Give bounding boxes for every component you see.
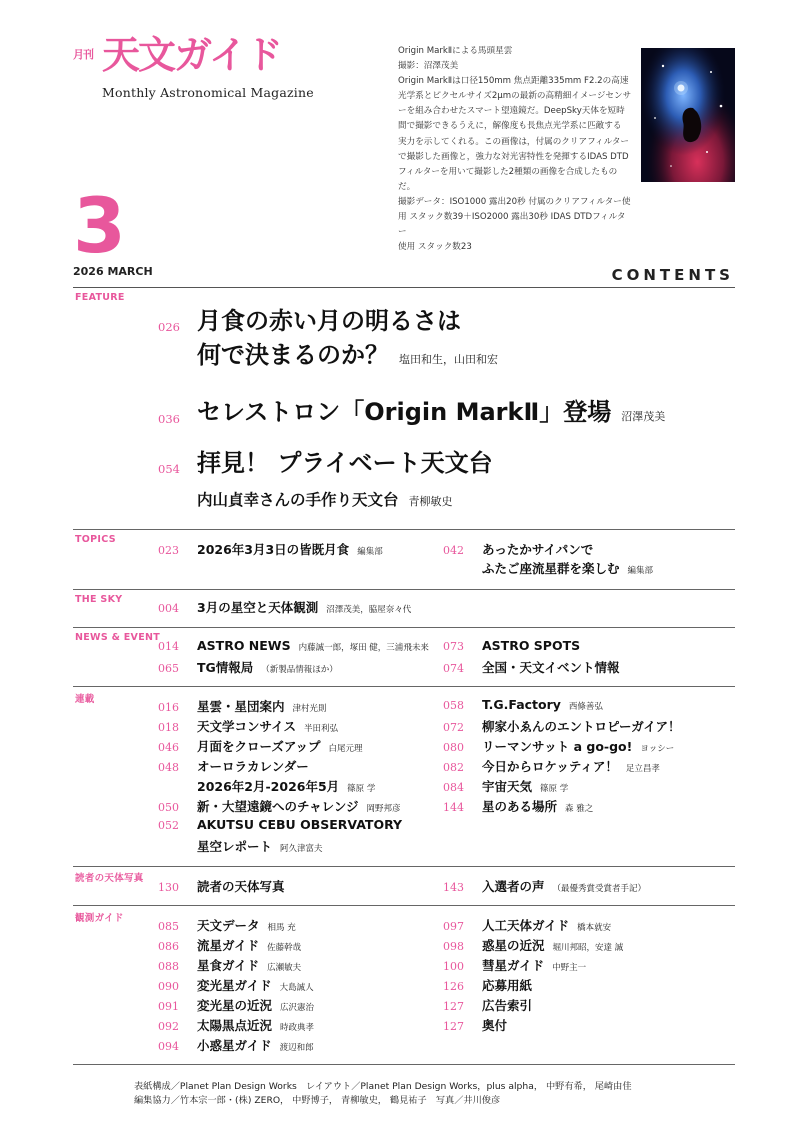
entry-author: 橋本就安 — [577, 923, 612, 933]
entry-title[interactable]: T.G.Factory — [482, 697, 561, 712]
serial-entry[interactable] — [443, 717, 681, 737]
feature-author: 塩田和生，山田和宏 — [399, 353, 498, 366]
divider — [73, 905, 735, 906]
serial-entry-line2[interactable] — [158, 837, 323, 857]
page-number: 082 — [443, 761, 464, 774]
logo-monthly-mark: 月刊 — [73, 48, 93, 61]
entry-title[interactable]: 宇宙天気 — [482, 779, 533, 794]
entry-author: 時政典孝 — [280, 1023, 315, 1033]
entry-author: 白尾元理 — [328, 744, 363, 754]
entry-author: 佐藤幹哉 — [267, 943, 302, 953]
entry-author: 編集部 — [357, 547, 383, 557]
observe-entry[interactable] — [443, 956, 586, 976]
cover-caption — [398, 44, 634, 255]
entry-title[interactable]: 応募用紙 — [482, 978, 533, 993]
caption-line: フィルターを用いて撮影した2種類の画像を合成したものだ。 — [398, 166, 618, 192]
page-number: 018 — [158, 721, 179, 734]
divider — [73, 529, 735, 530]
issue-date: 2026 MARCH — [73, 265, 153, 278]
entry-title[interactable]: 奥付 — [482, 1018, 508, 1033]
caption-line: 使用 スタック数23 — [398, 242, 472, 253]
news-entry[interactable] — [443, 658, 620, 678]
entry-title[interactable]: 天文データ — [197, 918, 260, 933]
page-number: 097 — [443, 920, 464, 933]
caption-line: 用 スタック数39＋ISO2000 露出30秒 IDAS DTDフィルター — [398, 212, 626, 238]
page-number: 084 — [443, 781, 464, 794]
entry-author: 西條善弘 — [568, 702, 603, 712]
page-number: 091 — [158, 1000, 179, 1013]
serial-entry-line2[interactable] — [158, 777, 375, 797]
topic-entry-line2[interactable] — [443, 559, 653, 579]
entry-author: （最優秀賞受賞者手記） — [552, 884, 647, 894]
page-number: 080 — [443, 741, 464, 754]
entry-title[interactable]: 惑星の近況 — [482, 938, 545, 953]
entry-title[interactable]: 星のある場所 — [482, 799, 558, 814]
page-number: 088 — [158, 960, 179, 973]
news-entry[interactable] — [158, 658, 338, 678]
topic-entry[interactable] — [158, 540, 383, 560]
page-number: 143 — [443, 881, 464, 894]
page-number: 127 — [443, 1020, 464, 1033]
page-number: 090 — [158, 980, 179, 993]
observe-entry[interactable] — [158, 916, 296, 936]
page-number: 092 — [158, 1020, 179, 1033]
section-label-readers: 読者の天体写真 — [75, 873, 144, 884]
page-number: 094 — [158, 1040, 179, 1053]
serial-entry[interactable] — [443, 757, 660, 777]
section-label-topics: TOPICS — [75, 534, 116, 545]
caption-line: で撮影した画像と，強力な対光害特性を発揮するIDAS DTD — [398, 151, 629, 162]
observe-entry[interactable] — [443, 916, 611, 936]
credits-line: 編集協力／竹本宗一郎・(株) ZERO， 中野博子， 青柳敏史， 鶴見祐子 写真／井川俊彦 — [134, 1094, 501, 1106]
feature-subtitle-text[interactable]: 内山貞幸さんの手作り天文台 — [197, 491, 399, 509]
contents-heading: CONTENTS — [611, 266, 734, 284]
page-number: 004 — [158, 602, 179, 615]
entry-author: 篠原 学 — [540, 784, 569, 794]
serial-entry[interactable] — [443, 797, 593, 817]
serial-entry[interactable] — [158, 737, 363, 757]
page-number: 048 — [158, 761, 179, 774]
entry-author: ヨッシー — [640, 744, 675, 754]
entry-title[interactable]: AKUTSU CEBU OBSERVATORY — [197, 817, 403, 832]
page-number: 086 — [158, 940, 179, 953]
feature-title-line2[interactable] — [197, 341, 498, 370]
page-number: 100 — [443, 960, 464, 973]
page-number: 050 — [158, 801, 179, 814]
feature-author: 沼澤茂美 — [621, 410, 666, 423]
entry-title[interactable]: 天文学コンサイス — [197, 719, 297, 734]
page-number: 127 — [443, 1000, 464, 1013]
observe-entry[interactable] — [443, 976, 532, 996]
entry-title[interactable]: 星雲・星団案内 — [197, 699, 285, 714]
readers-entry[interactable] — [443, 877, 646, 897]
entry-title[interactable]: 星食ガイド — [197, 958, 260, 973]
observe-entry[interactable] — [158, 936, 301, 956]
feature-title-text[interactable]: 何で決まるのか？ — [197, 341, 389, 369]
page-number: 130 — [158, 881, 179, 894]
feature-subtitle[interactable] — [197, 488, 453, 510]
magazine-logo: 天文ガイド — [102, 33, 281, 77]
news-entry[interactable] — [158, 638, 429, 658]
caption-line: 撮影データ：ISO1000 露出20秒 付属のクリアフィルター使 — [398, 196, 631, 207]
sky-entry[interactable] — [158, 598, 411, 618]
serial-entry[interactable] — [443, 697, 603, 717]
caption-line: 撮影：沼澤茂美 — [398, 61, 459, 72]
serial-entry[interactable] — [158, 697, 327, 717]
feature-page-number: 054 — [158, 462, 180, 476]
entry-title[interactable]: 小惑星ガイド — [197, 1038, 272, 1053]
entry-title[interactable]: ASTRO NEWS — [197, 638, 291, 653]
page-number: 073 — [443, 640, 464, 653]
section-label-news: NEWS & EVENT — [75, 632, 161, 643]
entry-author: 阿久津富夫 — [280, 844, 323, 854]
serial-entry[interactable] — [158, 757, 309, 777]
observe-entry[interactable] — [158, 1036, 314, 1056]
serial-entry[interactable] — [158, 797, 401, 817]
credits — [134, 1080, 632, 1107]
feature-title[interactable]: 月食の赤い月の明るさは — [197, 307, 461, 335]
entry-author: 広沢憲治 — [280, 1003, 315, 1013]
caption-line: Origin MarkⅡは口径150mm 焦点距離335mm F2.2の高速 — [398, 76, 629, 87]
serial-entry[interactable] — [158, 717, 338, 737]
page-number: 085 — [158, 920, 179, 933]
page-number: 016 — [158, 701, 179, 714]
entry-title[interactable]: 柳家小ゑんのエントロピーガイア！ — [482, 719, 681, 734]
serial-entry[interactable] — [443, 777, 568, 797]
entry-author: 中野主一 — [552, 963, 587, 973]
entry-title[interactable]: 2026年2月-2026年5月 — [197, 779, 340, 794]
entry-title[interactable]: 月面をクローズアップ — [197, 739, 321, 754]
caption-line: 間で撮影できるうえに，解像度も長焦点光学系に匹敵する — [398, 121, 622, 132]
page-number: 074 — [443, 662, 464, 675]
entry-title[interactable]: 太陽黒点近況 — [197, 1018, 273, 1033]
section-label-feature: FEATURE — [75, 292, 125, 303]
page-number: 023 — [158, 544, 179, 557]
page-number: 126 — [443, 980, 464, 993]
cover-photo-nebula — [641, 48, 735, 182]
page-number: 046 — [158, 741, 179, 754]
entry-title[interactable]: 彗星ガイド — [482, 958, 545, 973]
observe-entry[interactable] — [158, 956, 301, 976]
section-label-sky: THE SKY — [75, 594, 123, 605]
entry-author: 岡野邦彦 — [366, 804, 401, 814]
topic-entry[interactable] — [443, 540, 593, 560]
credits-line: 表紙構成／Planet Plan Design Works レイアウト／Planet Plan Design Works，plus alpha， 中野有希， 尾崎由佳 — [134, 1081, 632, 1092]
entry-author: 半田利弘 — [304, 724, 339, 734]
entry-author: 津村光則 — [292, 704, 327, 714]
divider — [73, 589, 735, 590]
observe-entry[interactable] — [443, 996, 532, 1016]
caption-line: ーを組み合わせたスマート望遠鏡だ。DeepSky天体を短時 — [398, 106, 625, 117]
serial-entry[interactable] — [158, 817, 402, 837]
section-label-serial: 連載 — [75, 694, 95, 705]
entry-title[interactable]: 入選者の声 — [482, 879, 545, 894]
page-number: 014 — [158, 640, 179, 653]
observe-entry[interactable] — [158, 976, 314, 996]
observe-entry[interactable] — [158, 1016, 314, 1036]
entry-author: 編集部 — [627, 566, 654, 576]
divider — [73, 627, 735, 628]
entry-title[interactable]: 広告索引 — [482, 998, 533, 1013]
entry-title[interactable]: あったかサイパンで — [482, 542, 594, 557]
caption-line: 光学系とピクセルサイズ2μmの最新の高精細イメージセンサ — [398, 91, 632, 102]
nebula-illustration — [641, 48, 735, 182]
page-number: 098 — [443, 940, 464, 953]
news-entry[interactable] — [443, 638, 580, 658]
divider — [73, 287, 735, 288]
entry-title[interactable]: リーマンサット a go-go! — [482, 739, 633, 754]
entry-title[interactable]: ふたご座流星群を楽しむ — [482, 561, 620, 576]
feature-title[interactable]: 拝見！ プライベート天文台 — [197, 449, 493, 477]
entry-author: 沼澤茂美，脇屋奈々代 — [326, 605, 412, 615]
entry-author: 相馬 充 — [267, 923, 296, 933]
entry-title[interactable]: ASTRO SPOTS — [482, 638, 581, 653]
section-label-observe: 観測ガイド — [75, 913, 124, 924]
entry-title[interactable]: 読者の天体写真 — [197, 879, 285, 894]
entry-title[interactable]: 流星ガイド — [197, 938, 260, 953]
readers-entry[interactable] — [158, 877, 285, 897]
divider — [73, 866, 735, 867]
entry-author: 堀川邦昭，安達 誠 — [552, 943, 624, 953]
entry-author: （新製品情報ほか） — [261, 665, 338, 675]
divider — [73, 686, 735, 687]
feature-title-text[interactable]: セレストロン「Origin MarkⅡ」登場 — [197, 398, 612, 426]
feature-page-number: 026 — [158, 320, 180, 334]
entry-title[interactable]: 2026年3月3日の皆既月食 — [197, 542, 350, 557]
entry-title[interactable]: オーロラカレンダー — [197, 759, 309, 774]
entry-title[interactable]: 新・大望遠鏡へのチャレンジ — [197, 799, 359, 814]
entry-title[interactable]: 星空レポート — [197, 839, 273, 854]
entry-author: 広瀬敏夫 — [267, 963, 302, 973]
feature-title[interactable] — [197, 398, 665, 427]
issue-number: 3 — [73, 181, 124, 270]
entry-title[interactable]: 変光星の近況 — [197, 998, 273, 1013]
entry-title[interactable]: 人工天体ガイド — [482, 918, 570, 933]
caption-line: Origin MarkⅡによる馬頭星雲 — [398, 46, 513, 56]
serial-entry[interactable] — [443, 737, 674, 757]
page-number: 042 — [443, 544, 464, 557]
observe-entry[interactable] — [158, 996, 314, 1016]
entry-title[interactable]: 今日からロケッティア！ — [482, 759, 618, 774]
magazine-subtitle: Monthly Astronomical Magazine — [102, 85, 314, 100]
caption-line: 実力を示してくれる。この画像は，付属のクリアフィルター — [398, 136, 630, 147]
entry-title[interactable]: 変光星ガイド — [197, 978, 272, 993]
page-number: 058 — [443, 699, 464, 712]
page-number: 065 — [158, 662, 179, 675]
entry-title[interactable]: TG情報局 — [197, 660, 254, 675]
page-number: 052 — [158, 819, 179, 832]
page-number: 072 — [443, 721, 464, 734]
entry-author: 渡辺和郎 — [279, 1043, 314, 1053]
page-number: 144 — [443, 801, 464, 814]
entry-author: 内藤誠一郎，塚田 健，三浦飛未来 — [298, 643, 429, 653]
entry-author: 森 雅之 — [565, 804, 594, 814]
entry-title[interactable]: 3月の星空と天体観測 — [197, 600, 319, 615]
entry-title[interactable]: 全国・天文イベント情報 — [482, 660, 620, 675]
feature-page-number: 036 — [158, 412, 180, 426]
observe-entry[interactable] — [443, 936, 623, 956]
entry-author: 篠原 学 — [347, 784, 376, 794]
feature-author: 青柳敏史 — [408, 495, 453, 508]
observe-entry[interactable] — [443, 1016, 507, 1036]
entry-author: 足立昌孝 — [625, 764, 660, 774]
divider — [73, 1064, 735, 1065]
entry-author: 大島誠人 — [279, 983, 314, 993]
